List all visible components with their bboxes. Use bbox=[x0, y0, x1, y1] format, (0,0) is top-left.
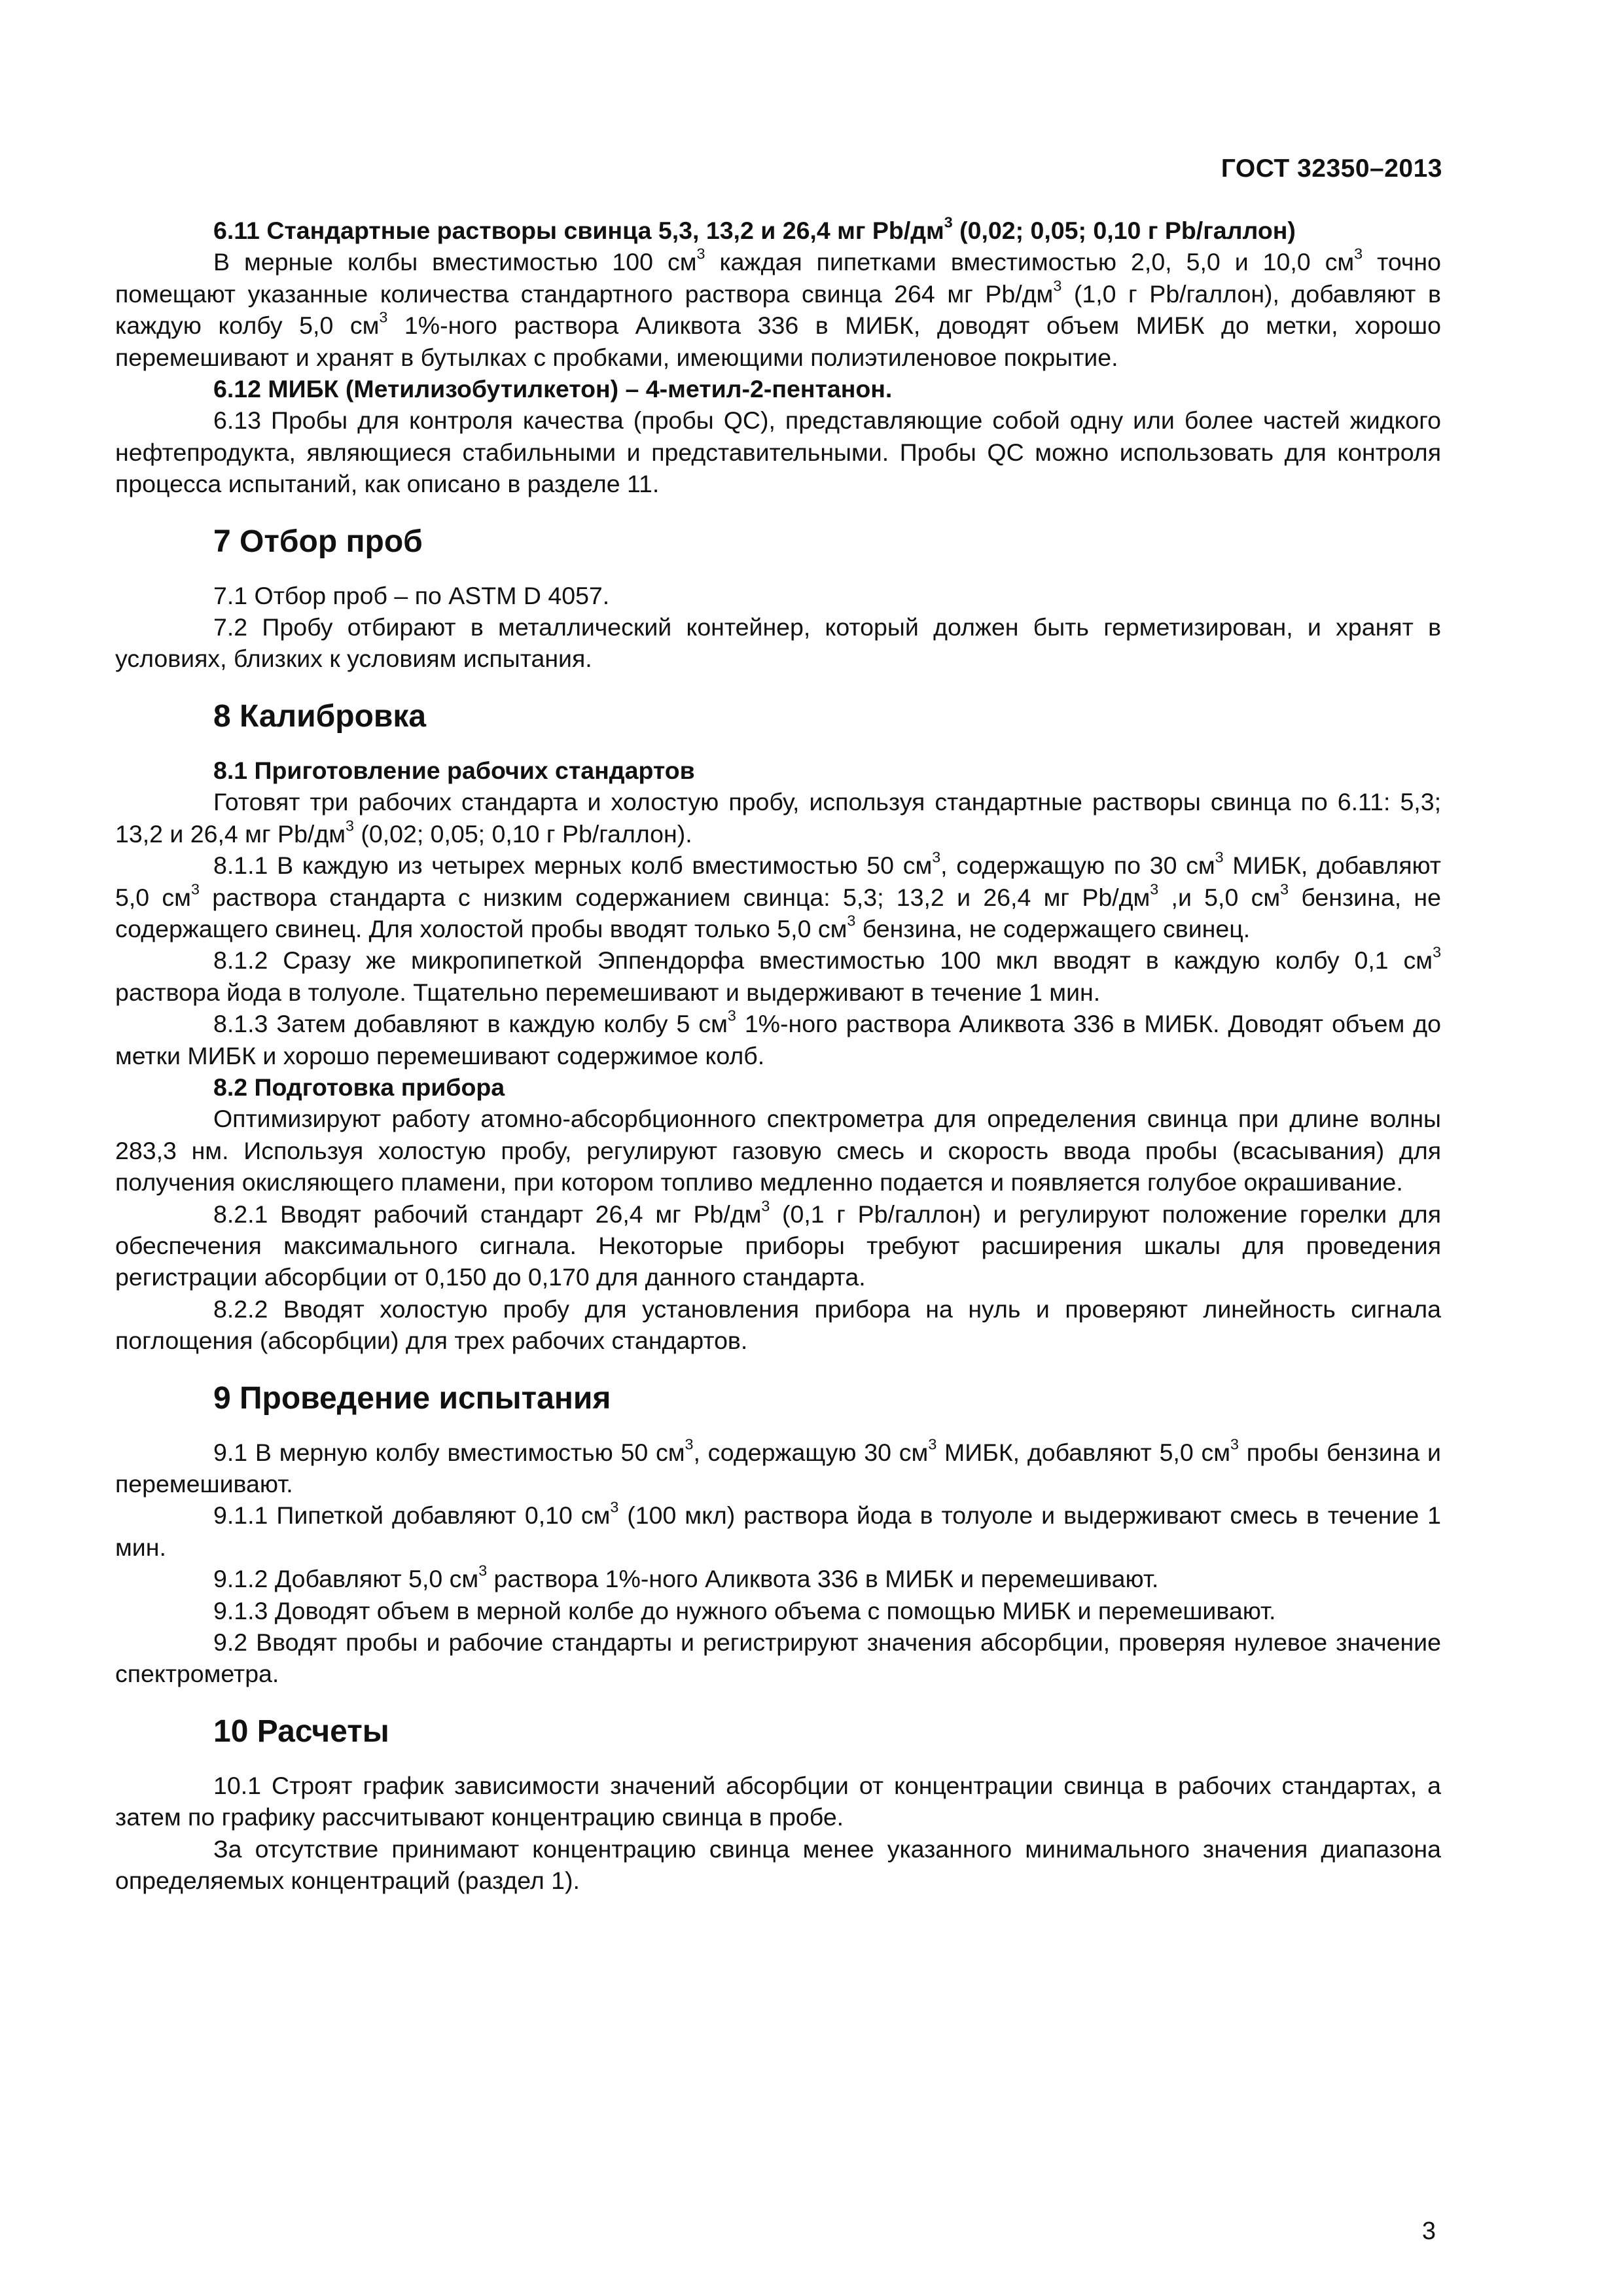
section-gap bbox=[115, 675, 1441, 697]
superscript: 3 bbox=[1053, 277, 1062, 295]
superscript: 3 bbox=[696, 245, 705, 262]
text-run: бензина, не содержащего свинец. bbox=[855, 914, 1251, 942]
text-run: 8.2 Подготовка прибора bbox=[213, 1073, 505, 1101]
text-run: 8.2.1 Вводят рабочий стандарт 26,4 мг Pb/дм bbox=[213, 1200, 762, 1228]
text-run: , содержащую 30 см bbox=[693, 1438, 929, 1466]
text-run: 8.1.1 В каждую из четырех мерных колб вместимостью 50 см bbox=[213, 852, 933, 880]
superscript: 3 bbox=[685, 1435, 694, 1453]
text-run: В мерные колбы вместимостью 100 см bbox=[213, 248, 697, 276]
text-run: бензина, не содержащего свинец. Для холостой пробы вводят только 5,0 см bbox=[115, 883, 1441, 942]
text-run: 7 Отбор проб bbox=[213, 524, 423, 559]
text-run: (1,0 г Pb/галлон), добавляют в каждую колбу 5,0 см bbox=[115, 279, 1441, 340]
superscript: 3 bbox=[1150, 880, 1159, 898]
text-run: 10 Расчеты bbox=[213, 1713, 389, 1749]
text-run: 8.1.3 Затем добавляют в каждую колбу 5 см bbox=[213, 1010, 728, 1038]
text-run: (0,1 г Pb/галлон) и регулируют положение горелки для обеспечения максимального сигнала. Некоторые приборы требуют расширения шкалы для проведения регистрации абсорбции от 0,150 до 0,170 для данного стандарта. bbox=[115, 1200, 1441, 1291]
paragraph bbox=[115, 1626, 1441, 1690]
text-run: 1%-ного раствора Аликвота 336 в МИБК. Доводят объем до метки МИБК и хорошо перемешивают содержимое колб. bbox=[115, 1010, 1441, 1069]
text-run: 9.1.1 Пипеткой добавляют 0,10 см bbox=[213, 1501, 611, 1530]
superscript: 3 bbox=[1215, 848, 1224, 866]
text-run: раствора 1%-ного Аликвота 336 в МИБК и перемешивают. bbox=[487, 1565, 1159, 1593]
text-run: 9.2 Вводят пробы и рабочие стандарты и регистрируют значения абсорбции, проверяя нулевое значение спектрометра. bbox=[115, 1628, 1441, 1688]
superscript: 3 bbox=[190, 880, 200, 898]
paragraph bbox=[115, 611, 1441, 675]
paragraph bbox=[115, 1103, 1441, 1198]
subsection-heading bbox=[115, 755, 1441, 786]
section-heading bbox=[115, 1379, 1441, 1418]
text-run: 7.2 Пробу отбирают в металлический контейнер, который должен быть герметизирован, и хранят в условиях, близких к условиям испытания. bbox=[115, 613, 1441, 673]
text-run: 9.1 В мерную колбу вместимостью 50 см bbox=[213, 1438, 685, 1466]
superscript: 3 bbox=[847, 912, 856, 929]
superscript: 3 bbox=[610, 1498, 619, 1516]
text-run: ,и 5,0 см bbox=[1158, 883, 1281, 911]
section-gap bbox=[115, 1690, 1441, 1712]
superscript: 3 bbox=[944, 213, 953, 231]
text-run: 8.1 Приготовление рабочих стандартов bbox=[213, 756, 695, 784]
text-run: Оптимизируют работу атомно-абсорбционного спектрометра для определения свинца при длине волны 283,3 нм. Используя холостую пробу, регулируют газовую смесь и скорость ввода пробы (всасывания) для получения окисляющего пламени, при котором топливо медленно подается и появляется голубое окрашивание. bbox=[115, 1105, 1441, 1196]
text-run: 10.1 Строят график зависимости значений абсорбции от концентрации свинца в рабочих стандартах, а затем по графику рассчитывают концентрацию свинца в пробе. bbox=[115, 1771, 1441, 1831]
subsection-heading bbox=[115, 1071, 1441, 1103]
paragraph bbox=[115, 850, 1441, 944]
heading-gap bbox=[115, 1418, 1441, 1437]
text-run: , содержащую по 30 см bbox=[940, 852, 1215, 880]
section-heading bbox=[115, 522, 1441, 562]
paragraph bbox=[115, 246, 1441, 373]
paragraph bbox=[115, 404, 1441, 499]
paragraph bbox=[115, 1499, 1441, 1563]
text-run: 6.12 МИБК (Метилизобутилкетон) – 4-метил-2-пентанон. bbox=[213, 375, 893, 403]
text-run: пробы бензина и перемешивают. bbox=[115, 1438, 1441, 1498]
paragraph bbox=[115, 1563, 1441, 1594]
paragraph bbox=[115, 1008, 1441, 1071]
heading-gap bbox=[115, 736, 1441, 755]
paragraph bbox=[115, 786, 1441, 850]
section-gap bbox=[115, 500, 1441, 522]
text-run: 8 Калибровка bbox=[213, 698, 427, 734]
superscript: 3 bbox=[928, 1435, 937, 1453]
text-run: 9.1.2 Добавляют 5,0 см bbox=[213, 1565, 479, 1593]
text-run: (0,02; 0,05; 0,10 г Pb/галлон) bbox=[952, 217, 1296, 244]
heading-gap bbox=[115, 562, 1441, 580]
text-run: (0,02; 0,05; 0,10 г Pb/галлон). bbox=[353, 819, 692, 848]
text-run: 9 Проведение испытания bbox=[213, 1380, 611, 1416]
text-run: раствора йода в толуоле. Тщательно перемешивают и выдерживают в течение 1 мин. bbox=[115, 978, 1101, 1006]
text-run: 8.1.2 Сразу же микропипеткой Эппендорфа вместимостью 100 мкл вводят в каждую колбу 0,1 см bbox=[213, 946, 1433, 975]
section-heading bbox=[115, 697, 1441, 736]
text-run: раствора стандарта с низким содержанием свинца: 5,3; 13,2 и 26,4 мг Pb/дм bbox=[199, 883, 1150, 911]
paragraph bbox=[115, 944, 1441, 1008]
document-code-header: ГОСТ 32350–2013 bbox=[1221, 154, 1442, 183]
text-run: 6.13 Пробы для контроля качества (пробы QC), представляющие собой одну или более частей жидкого нефтепродукта, являющиеся стабильными и представительными. Пробы QC можно использовать для контроля процесса испытаний, как описано в разделе 11. bbox=[115, 406, 1441, 498]
superscript: 3 bbox=[1433, 943, 1441, 961]
section-gap bbox=[115, 1357, 1441, 1379]
paragraph bbox=[115, 1595, 1441, 1626]
paragraph bbox=[115, 1198, 1441, 1293]
superscript: 3 bbox=[379, 308, 388, 326]
superscript: 3 bbox=[932, 848, 941, 866]
text-run: каждая пипетками вместимостью 2,0, 5,0 и 10,0 см bbox=[705, 248, 1355, 276]
superscript: 3 bbox=[1230, 1435, 1239, 1453]
text-run: За отсутствие принимают концентрацию свинца менее указанного минимального значения диапазона определяемых концентраций (раздел 1). bbox=[115, 1835, 1441, 1895]
text-run: 8.2.2 Вводят холостую пробу для установления прибора на нуль и проверяют линейность сигнала поглощения (абсорбции) для трех рабочих стандартов. bbox=[115, 1295, 1441, 1355]
superscript: 3 bbox=[761, 1197, 770, 1215]
subsection-heading bbox=[115, 215, 1441, 246]
page-number: 3 bbox=[1421, 2217, 1436, 2245]
paragraph bbox=[115, 1293, 1441, 1357]
text-run: точно помещают указанные количества стандартного раствора свинца 264 мг Pb/дм bbox=[115, 248, 1441, 308]
paragraph bbox=[115, 1770, 1441, 1833]
superscript: 3 bbox=[727, 1007, 736, 1024]
paragraph bbox=[115, 580, 1441, 611]
superscript: 3 bbox=[346, 817, 354, 834]
text-run: МИБК, добавляют 5,0 см bbox=[936, 1438, 1231, 1466]
text-run: МИБК, добавляют 5,0 см bbox=[115, 852, 1441, 911]
text-run: 7.1 Отбор проб – по ASTM D 4057. bbox=[213, 581, 610, 609]
superscript: 3 bbox=[478, 1562, 488, 1579]
document-body bbox=[115, 215, 1441, 1896]
text-run: 6.11 Стандартные растворы свинца 5,3, 13,2 и 26,4 мг Pb/дм bbox=[213, 217, 944, 244]
paragraph bbox=[115, 1833, 1441, 1897]
paragraph bbox=[115, 1437, 1441, 1500]
superscript: 3 bbox=[1280, 880, 1289, 898]
subsection-heading bbox=[115, 373, 1441, 404]
heading-gap bbox=[115, 1751, 1441, 1770]
text-run: 1%-ного раствора Аликвота 336 в МИБК, доводят объем МИБК до метки, хорошо перемешивают и хранят в бутылках с пробками, имеющими полиэтиленовое покрытие. bbox=[115, 312, 1441, 371]
text-run: (100 мкл) раствора йода в толуоле и выдерживают смесь в течение 1 мин. bbox=[115, 1501, 1442, 1561]
superscript: 3 bbox=[1354, 245, 1363, 262]
text-run: Готовят три рабочих стандарта и холостую пробу, используя стандартные растворы свинца по 6.11: 5,3; 13,2 и 26,4 мг Pb/дм bbox=[115, 788, 1441, 848]
text-run: 9.1.3 Доводят объем в мерной колбе до нужного объема с помощью МИБК и перемешивают. bbox=[213, 1596, 1276, 1624]
section-heading bbox=[115, 1712, 1441, 1751]
